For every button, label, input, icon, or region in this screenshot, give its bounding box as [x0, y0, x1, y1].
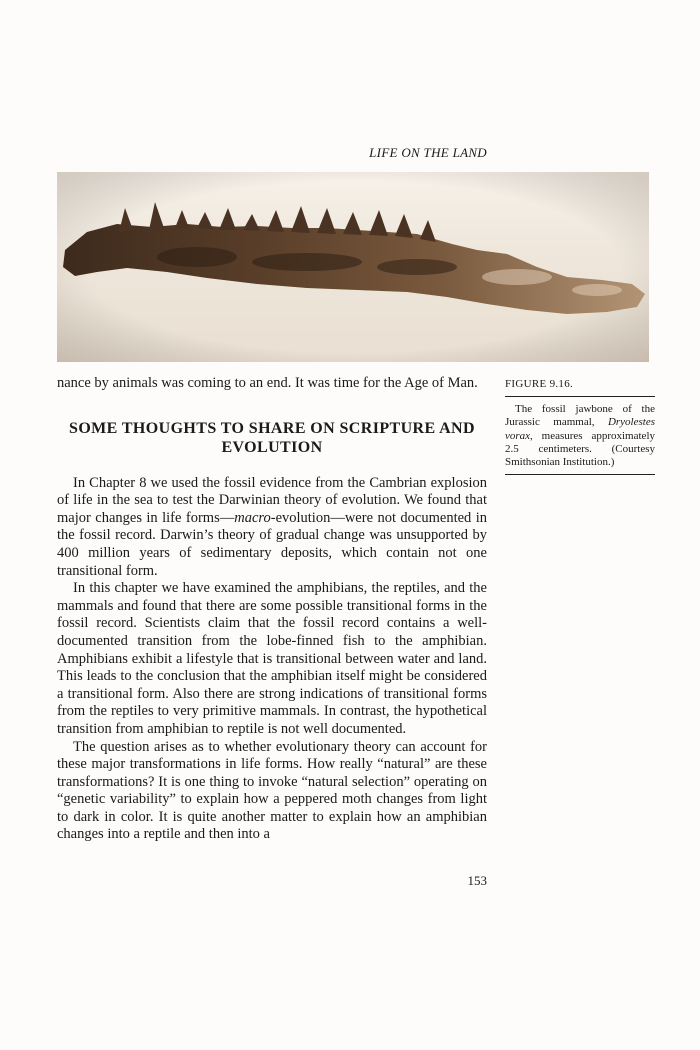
jawbone-illustration [57, 172, 649, 362]
paragraph-2: In this chapter we have examined the amphibians, the reptiles, and the mammals and found that there are some possible transitional forms in the fossil record. Scientists claim that the fossil record contains a well-documented transition from the lobe-finned fish to the amphibian. Amphibians exhibit a lifestyle that is transitional between water and land. This leads to the conclusion that the amphibian itself might be considered a transitional form. Also there are strong indications of transitional forms from the reptiles to very primitive mammals. In contrast, the hypothetical transition from amphibian to reptile is not well documented. [57, 580, 487, 737]
figure-caption [505, 378, 655, 475]
paragraph-1-start: In Chapter 8 we used the fossil evidence from the Cambrian explosion of life in the sea to test the Darwinian theory of evolution. We found that major changes in life forms— [57, 474, 487, 526]
figure-caption-text [505, 397, 655, 475]
fossil-jawbone-photo [57, 172, 649, 362]
caption-taxon: Dryolestes vorax [505, 416, 655, 442]
continuation-paragraph: nance by animals was coming to an end. It was time for the Age of Man. [57, 375, 478, 391]
section-title: SOME THOUGHTS TO SHARE ON SCRIPTURE AND EVOLUTION [69, 419, 475, 456]
paragraph-1 [57, 475, 487, 581]
figure-label: FIGURE 9.16. [505, 378, 655, 397]
body-text [57, 375, 487, 844]
caption-pre: The fossil jawbone of the Jurassic mammal, [505, 403, 655, 429]
paragraph-1-emphasis: macro [234, 509, 271, 526]
page-number: 153 [467, 873, 487, 888]
running-head: LIFE ON THE LAND [369, 145, 487, 160]
paragraph-3: The question arises as to whether evolutionary theory can account for these major transformations in life forms. How really “natural” are these transformations? It is one thing to invoke “natural selection” operating on “genetic variability” to explain how a peppered moth changes from light to dark in color. It is quite another matter to explain how an amphibian changes into a reptile and then into a [57, 738, 487, 843]
caption-post: , measures approximately 2.5 centimeters. (Courtesy Smithsonian Institution.) [505, 429, 655, 469]
paragraph-1-end: -evolution—were not documented in the fossil record. Darwin’s theory of gradual change was unsupported by 400 million years of sedimentary deposits, which contain not one transitional form. [57, 509, 487, 579]
